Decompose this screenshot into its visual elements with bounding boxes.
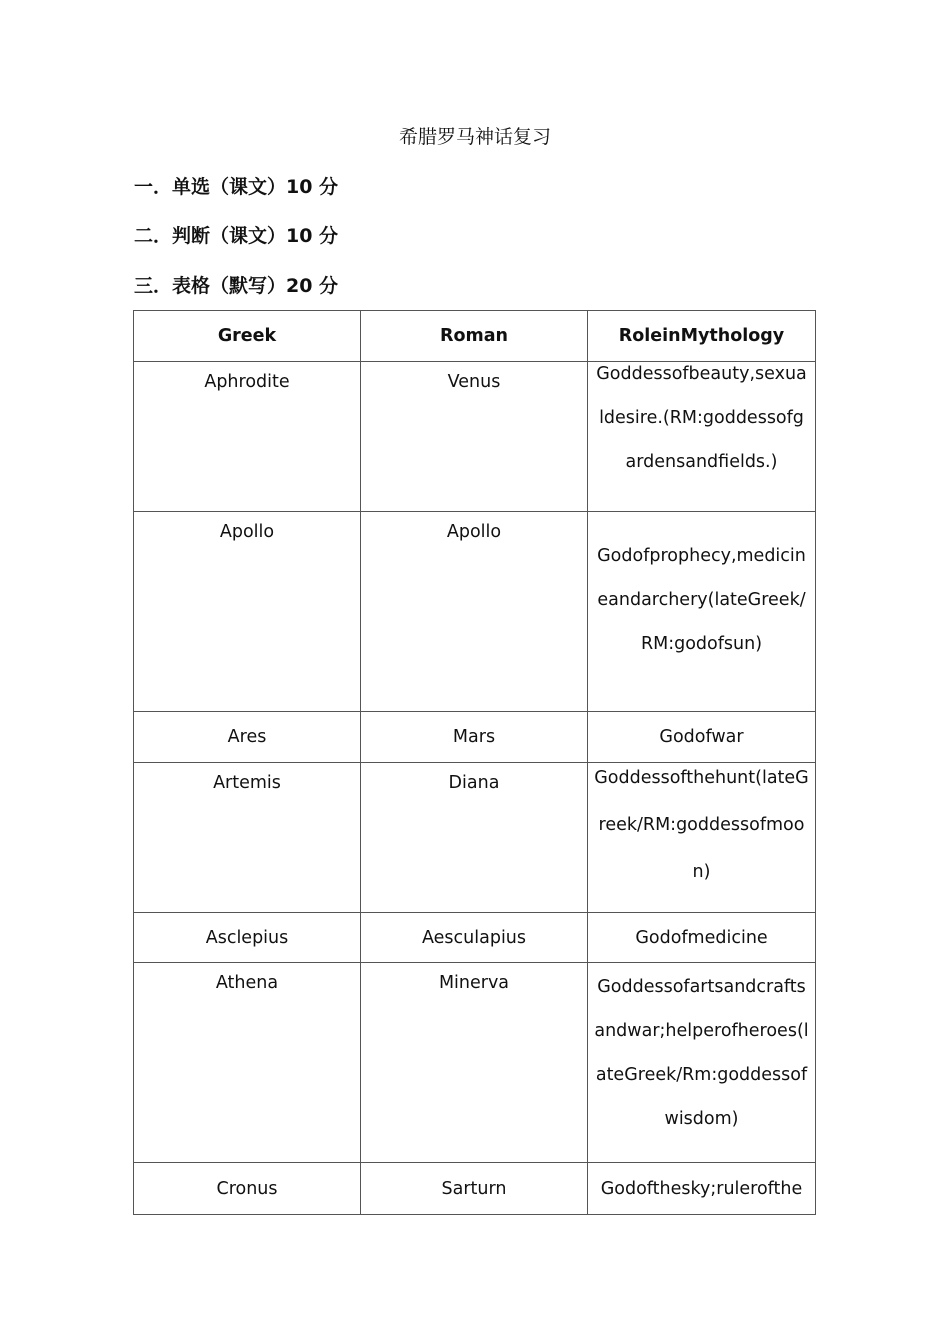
roman-cell (361, 763, 588, 913)
greek-name: Athena (215, 973, 279, 993)
header-role: RoleinMythology (588, 311, 816, 362)
roman-cell: Aesculapius (361, 913, 588, 963)
role-text: Goddessofthehunt(lateGreek/RM:goddessofmoon) (594, 768, 809, 882)
roman-name: Apollo (446, 522, 502, 542)
roman-cell (361, 362, 588, 512)
greek-cell (134, 763, 361, 913)
role-cell: Godofmedicine (588, 913, 816, 963)
roman-cell: Mars (361, 712, 588, 763)
greek-cell: Cronus (134, 1163, 361, 1215)
header-greek: Greek (134, 311, 361, 362)
roman-cell (361, 512, 588, 712)
table-row (134, 362, 816, 512)
page-title: 希腊罗马神话复习 (398, 126, 551, 148)
roman-cell: Sarturn (361, 1163, 588, 1215)
roman-name: Venus (447, 372, 501, 392)
mythology-table (133, 310, 816, 1215)
table-row (134, 763, 816, 913)
greek-cell (134, 362, 361, 512)
table-row (134, 913, 816, 963)
table-row (134, 1163, 816, 1215)
table-row (134, 963, 816, 1163)
greek-cell (134, 963, 361, 1163)
section-heading-single-choice: 一．单选（课文）10 分 (134, 176, 339, 198)
table-header-row (134, 311, 816, 362)
roman-name: Diana (448, 773, 500, 793)
table-row (134, 512, 816, 712)
role-cell: Godofthesky;rulerofthe (588, 1163, 816, 1215)
greek-name: Apollo (219, 522, 275, 542)
section-heading-true-false: 二．判断（课文）10 分 (134, 225, 339, 247)
greek-cell (134, 512, 361, 712)
greek-cell: Ares (134, 712, 361, 763)
role-cell: Godofwar (588, 712, 816, 763)
role-cell (588, 362, 816, 512)
greek-name: Aphrodite (204, 372, 290, 392)
role-cell (588, 763, 816, 913)
roman-name: Minerva (438, 973, 510, 993)
role-cell (588, 963, 816, 1163)
section-heading-table: 三．表格（默写）20 分 (134, 275, 339, 297)
greek-name: Artemis (213, 773, 281, 793)
role-text: Godofprophecy,medicineandarchery(lateGreek/RM:godofsun) (597, 546, 806, 654)
role-cell (588, 512, 816, 712)
role-text: Goddessofartsandcraftsandwar;helperofheroes(lateGreek/Rm:goddessofwisdom) (594, 977, 809, 1129)
roman-cell (361, 963, 588, 1163)
greek-cell: Asclepius (134, 913, 361, 963)
role-text: Goddessofbeauty,sexualdesire.(RM:goddessofgardensandfields.) (596, 364, 807, 472)
header-roman: Roman (361, 311, 588, 362)
